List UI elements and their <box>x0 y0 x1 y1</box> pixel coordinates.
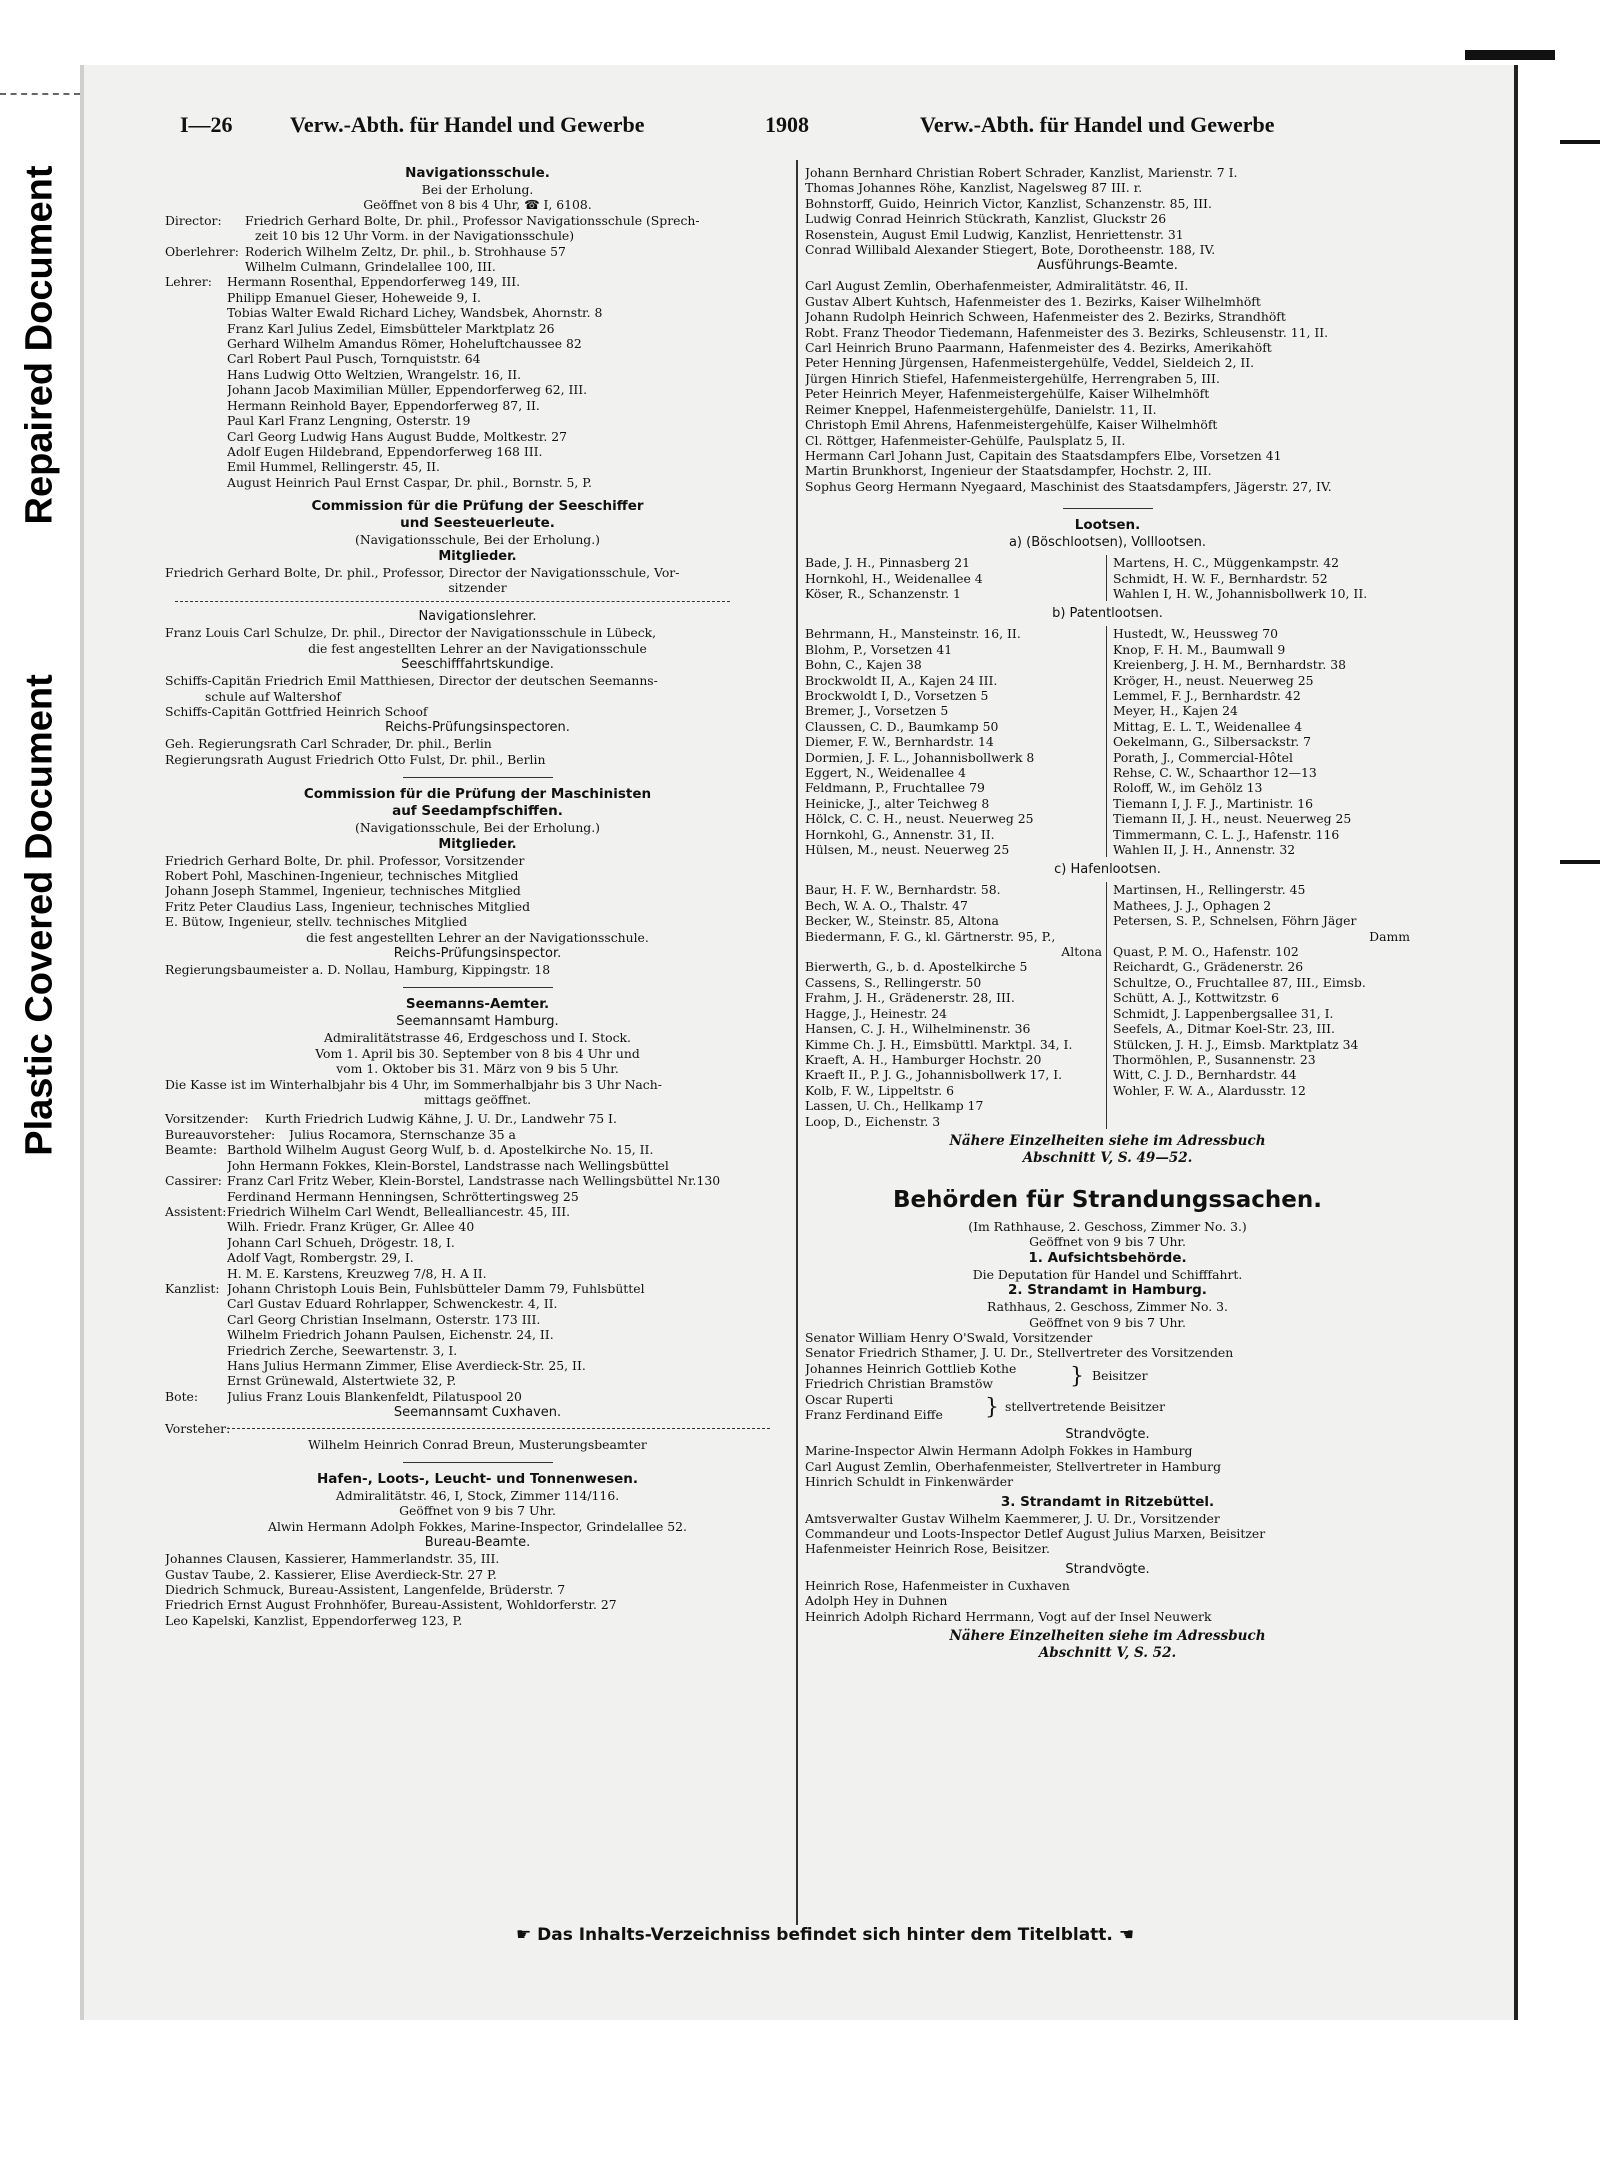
pilot-table-b <box>805 626 1410 857</box>
entry: Baur, H. F. W., Bernhardstr. 58. <box>805 882 1001 898</box>
entry: Gustav Albert Kuhtsch, Hafenmeister des 1. Bezirks, Kaiser Wilhelmhöft <box>805 293 1261 309</box>
entry: sitzender <box>448 579 507 595</box>
entry: Friedrich Ernst August Frohnhöfer, Bureau-Assistent, Wohldorferstr. 27 <box>165 1597 617 1613</box>
reference-note: Nähere Einzelheiten siehe im Adressbuch <box>949 1132 1266 1149</box>
entry: Kolb, F. W., Lippeltstr. 6 <box>805 1082 955 1098</box>
entry: Petersen, S. P., Schnelsen, Föhrn Jäger <box>1113 913 1357 929</box>
entry: Franz Ferdinand Eiffe <box>805 1407 943 1422</box>
entry: Johannes Heinrich Gottlieb Kothe <box>805 1360 1017 1376</box>
hours: Geöffnet von 9 bis 7 Uhr. <box>1029 1234 1186 1250</box>
entry: Claussen, C. D., Baumkamp 50 <box>805 718 999 734</box>
entry: Peter Heinrich Meyer, Hafenmeistergehülfe, Kaiser Wilhelmhöft <box>805 386 1210 402</box>
entry: Ernst Grünewald, Alstertwiete 32, P. <box>227 1373 457 1389</box>
entry: Bohnstorff, Guido, Heinrich Victor, Kanzlist, Schanzenstr. 85, III. <box>805 195 1212 211</box>
entry: Carl Robert Paul Pusch, Tornquiststr. 64 <box>227 351 481 367</box>
reference-note: Nähere Einzelheiten siehe im Adressbuch <box>949 1628 1266 1645</box>
entry: Robt. Franz Theodor Tiedemann, Hafenmeister des 3. Bezirks, Schleusenstr. 11, II. <box>805 324 1329 340</box>
label: Assistent: <box>165 1203 227 1219</box>
reference-note: Abschnitt V, S. 52. <box>1038 1645 1177 1662</box>
entry: E. Bütow, Ingenieur, stellv. technisches Mitglied <box>165 914 468 930</box>
entry: schule auf Waltershof <box>205 688 342 704</box>
entry: Senator William Henry O'Swald, Vorsitzender <box>805 1329 1093 1345</box>
entry: Meyer, H., Kajen 24 <box>1113 703 1238 719</box>
section-title: und Seesteuerleute. <box>400 515 555 532</box>
section-title: Navigationsschule. <box>405 165 550 181</box>
brace-icon: } <box>985 1394 999 1420</box>
right-title: Verw.-Abth. für Handel und Gewerbe <box>920 112 1275 137</box>
entry: Bech, W. A. O., Thalstr. 47 <box>805 897 968 913</box>
entry: Schultze, O., Fruchtallee 87, III., Eimsb. <box>1113 974 1366 990</box>
entry: Gerhard Wilhelm Amandus Römer, Hoheluftchaussee 82 <box>227 336 582 352</box>
entry: Rosenstein, August Emil Ludwig, Kanzlist, Henriettenstr. 31 <box>805 226 1184 242</box>
entry: Hafenmeister Heinrich Rose, Beisitzer. <box>805 1541 1050 1557</box>
entry: Conrad Willibald Alexander Stiegert, Bote, Dorotheenstr. 188, IV. <box>805 242 1216 258</box>
label: Vorsitzender: <box>165 1111 249 1127</box>
entry: Loop, D., Eichenstr. 3 <box>805 1113 941 1129</box>
entry: Reichardt, G., Grädenerstr. 26 <box>1113 959 1304 975</box>
section-title: Hafen-, Loots-, Leucht- und Tonnenwesen. <box>316 1471 639 1487</box>
entry: Friedrich Gerhard Bolte, Dr. phil. Professor, Vorsitzender <box>165 852 525 868</box>
entry: Regierungsrath August Friedrich Otto Fulst, Dr. phil., Berlin <box>165 751 546 767</box>
pointing-hand-right-icon: ☛ <box>515 1925 532 1945</box>
entry: August Heinrich Paul Ernst Caspar, Dr. phil., Bornstr. 5, P. <box>227 474 592 490</box>
entry: Franz Louis Carl Schulze, Dr. phil., Director der Navigationsschule in Lübeck, <box>165 625 657 641</box>
entry: Kraeft, A. H., Hamburger Hochstr. 20 <box>805 1051 1042 1067</box>
location: (Navigationsschule, Bei der Erholung.) <box>354 820 601 836</box>
entry: Die Kasse ist im Winterhalbjahr bis 4 Uhr, im Sommerhalbjahr bis 3 Uhr Nach- <box>165 1076 662 1092</box>
entry: Stülcken, J. H. J., Eimsb. Marktplatz 34 <box>1113 1036 1359 1052</box>
entry: Tobias Walter Ewald Richard Lichey, Wandsbek, Ahornstr. 8 <box>227 305 603 321</box>
entry: Gustav Taube, 2. Kassierer, Elise Averdieck-Str. 27 P. <box>165 1566 497 1582</box>
entry: H. M. E. Karstens, Kreuzweg 7/8, H. A II. <box>227 1265 487 1281</box>
entry: Eggert, N., Weidenallee 4 <box>805 765 966 780</box>
entry: Johann Rudolph Heinrich Schween, Hafenmeister des 2. Bezirks, Strandhöft <box>805 309 1286 325</box>
subheading: b) Patentlootsen. <box>1052 606 1163 622</box>
section-title: Commission für die Prüfung der Seeschiffer <box>311 498 644 515</box>
scan-mark <box>1560 860 1600 864</box>
entry: Damm <box>1369 928 1410 944</box>
entry: Tiemann I, J. F. J., Martinistr. 16 <box>1113 795 1314 811</box>
entry: stellvertretende Beisitzer <box>1005 1399 1166 1415</box>
entry: Hülsen, M., neust. Neuerweg 25 <box>805 842 1010 858</box>
subheading: Reichs-Prüfungsinspectoren. <box>385 720 570 736</box>
entry: Behrmann, H., Mansteinstr. 16, II. <box>805 626 1021 642</box>
entry: Martens, H. C., Müggenkampstr. 42 <box>1113 555 1340 571</box>
entry: Martin Brunkhorst, Ingenieur der Staatsdampfer, Hochstr. 2, III. <box>805 463 1212 479</box>
scan-mark <box>1465 50 1555 60</box>
entry: Beisitzer <box>1092 1368 1148 1384</box>
column-divider <box>796 160 798 1925</box>
entry: Johann Carl Schueh, Drögestr. 18, I. <box>227 1234 455 1250</box>
entry: Bohn, C., Kajen 38 <box>805 657 922 673</box>
subheading: Bureau-Beamte. <box>424 1535 531 1551</box>
entry: Oekelmann, G., Silbersackstr. 7 <box>1113 734 1311 750</box>
label: Kanzlist: <box>165 1280 220 1296</box>
entry: Kröger, H., neust. Neuerweg 25 <box>1113 672 1314 688</box>
entry: Hölck, C. C. H., neust. Neuerweg 25 <box>805 811 1034 827</box>
entry: Kurth Friedrich Ludwig Kähne, J. U. Dr., Landwehr 75 I. <box>265 1111 617 1127</box>
hours: Vom 1. April bis 30. September von 8 bis 4 Uhr und <box>315 1045 640 1061</box>
subheading: c) Hafenlootsen. <box>1054 862 1161 878</box>
location: Rathhaus, 2. Geschoss, Zimmer No. 3. <box>987 1299 1228 1315</box>
page-ref: I—26 <box>180 112 233 137</box>
hours: Geöffnet von 8 bis 4 Uhr, ☎ I, 6108. <box>363 197 592 213</box>
label: Lehrer: <box>165 274 212 290</box>
entry: Hans Julius Hermann Zimmer, Elise Averdieck-Str. 25, II. <box>227 1357 586 1373</box>
entry: Hinrich Schuldt in Finkenwärder <box>805 1474 1014 1490</box>
dashed-marker <box>0 93 80 95</box>
entry: Commandeur und Loots-Inspector Detlef August Julius Marxen, Beisitzer <box>805 1526 1266 1542</box>
entry: Cassens, S., Rellingerstr. 50 <box>805 974 982 990</box>
entry: Witt, C. J. D., Bernhardstr. 44 <box>1113 1067 1297 1083</box>
entry: Schmidt, J. Lappenbergsallee 31, I. <box>1113 1005 1334 1021</box>
entry: Heinrich Rose, Hafenmeister in Cuxhaven <box>805 1577 1070 1593</box>
section-rule <box>403 1462 553 1463</box>
entry: Thormöhlen, P., Susannenstr. 23 <box>1113 1051 1316 1067</box>
entry: Alwin Hermann Adolph Fokkes, Marine-Inspector, Grindelallee 52. <box>268 1518 687 1534</box>
right-column <box>805 165 1410 1662</box>
entry: Diedrich Schmuck, Bureau-Assistent, Langenfelde, Brüderstr. 7 <box>165 1582 566 1598</box>
director-row <box>165 213 790 244</box>
entry: Philipp Emanuel Gieser, Hoheweide 9, I. <box>227 289 481 305</box>
entry: John Hermann Fokkes, Klein-Borstel, Landstrasse nach Wellingsbüttel <box>227 1157 669 1173</box>
entry: Brockwoldt I, D., Vorsetzen 5 <box>805 687 989 703</box>
label: Director: <box>165 212 222 228</box>
entry: Carl Heinrich Bruno Paarmann, Hafenmeister des 4. Bezirks, Amerikahöft <box>805 340 1272 356</box>
entry: Leo Kapelski, Kanzlist, Eppendorferweg 123, P. <box>165 1612 463 1628</box>
section-title: 3. Strandamt in Ritzebüttel. <box>1000 1493 1215 1510</box>
entry: Cl. Röttger, Hafenmeister-Gehülfe, Paulsplatz 5, II. <box>805 432 1126 448</box>
hours: Geöffnet von 9 bis 7 Uhr. <box>399 1503 556 1519</box>
entry: Tiemann II, J. H., neust. Neuerweg 25 <box>1113 811 1352 827</box>
entry: Hustedt, W., Heussweg 70 <box>1113 626 1279 642</box>
entry: Ferdinand Hermann Henningsen, Schröttertingsweg 25 <box>227 1188 579 1204</box>
entry: zeit 10 bis 12 Uhr Vorm. in der Navigationsschule) <box>255 228 575 244</box>
entry: Friedrich Wilhelm Carl Wendt, Bellealliancestr. 45, III. <box>227 1203 571 1219</box>
entry: Hagge, J., Heinestr. 24 <box>805 1005 948 1021</box>
entry: Becker, W., Steinstr. 85, Altona <box>805 913 999 929</box>
subheading: a) (Böschlootsen), Volllootsen. <box>1008 535 1207 551</box>
hours: Geöffnet von 9 bis 7 Uhr. <box>1029 1314 1186 1330</box>
strandung-title: Behörden für Strandungssachen. <box>893 1186 1322 1213</box>
entry: die fest angestellten Lehrer an der Navigationsschule <box>308 640 647 656</box>
label: Bote: <box>165 1388 199 1404</box>
section-title: Lootsen. <box>1074 517 1141 534</box>
entry: Johannes Clausen, Kassierer, Hammerlandstr. 35, III. <box>165 1551 500 1567</box>
entry: Robert Pohl, Maschinen-Ingenieur, technisches Mitglied <box>165 868 519 883</box>
footer-text: Das Inhalts-Verzeichniss befindet sich hinter dem Titelblatt. <box>537 1925 1113 1945</box>
entry: Seefels, A., Ditmar Koel-Str. 23, III. <box>1113 1021 1335 1037</box>
entry: Heinrich Adolph Richard Herrmann, Vogt auf der Insel Neuwerk <box>805 1608 1212 1624</box>
section-title: Commission für die Prüfung der Maschinisten <box>303 786 652 803</box>
location: Bei der Erholung. <box>421 182 534 197</box>
entry: Barthold Wilhelm August Georg Wulf, b. d. Apostelkirche No. 15, II. <box>227 1142 654 1158</box>
entry: Adolf Eugen Hildebrand, Eppendorferweg 168 III. <box>227 443 543 459</box>
entry: Adolph Hey in Duhnen <box>805 1593 948 1609</box>
subheading: Navigationslehrer. <box>418 609 537 625</box>
entry: Geh. Regierungsrath Carl Schrader, Dr. phil., Berlin <box>165 736 492 752</box>
entry: Martinsen, H., Rellingerstr. 45 <box>1113 882 1306 898</box>
subheading: Seemannsamt Cuxhaven. <box>393 1405 562 1421</box>
entry: Sophus Georg Hermann Nyegaard, Maschinist des Staatsdampfers, Jägerstr. 27, IV. <box>805 478 1332 494</box>
entry: Mathees, J. J., Ophagen 2 <box>1113 897 1272 913</box>
entry: Johann Joseph Stammel, Ingenieur, technisches Mitglied <box>165 883 521 899</box>
label: Beamte: <box>165 1142 218 1158</box>
dashed-rule <box>175 601 730 602</box>
entry: Amtsverwalter Gustav Wilhelm Kaemmerer, J. U. Dr., Vorsitzender <box>805 1510 1220 1526</box>
year: 1908 <box>765 112 809 137</box>
entry: Franz Karl Julius Zedel, Eimsbütteler Marktplatz 26 <box>227 320 555 336</box>
reference-note: Abschnitt V, S. 49—52. <box>1022 1149 1193 1166</box>
subheading: Reichs-Prüfungsinspector. <box>393 946 562 962</box>
entry: Schütt, A. J., Kottwitzstr. 6 <box>1113 990 1279 1006</box>
location: (Im Rathhause, 2. Geschoss, Zimmer No. 3.) <box>968 1218 1247 1234</box>
entry: Blohm, P., Vorsetzen 41 <box>805 641 953 657</box>
label: Bureauvorsteher: <box>165 1126 276 1142</box>
entry: Julius Rocamora, Sternschanze 35 a <box>289 1126 516 1142</box>
entry: Carl August Zemlin, Oberhafenmeister, Stellvertreter in Hamburg <box>805 1458 1222 1474</box>
footer-note <box>395 1925 1255 1945</box>
entry: Hornkohl, G., Annenstr. 31, II. <box>805 826 995 842</box>
entry: Roloff, W., im Gehölz 13 <box>1113 780 1263 796</box>
entry: Johann Jacob Maximilian Müller, Eppendorferweg 62, III. <box>227 382 588 398</box>
entry: Hermann Reinhold Bayer, Eppendorferweg 87, II. <box>227 397 540 413</box>
repaired-label: Repaired Document <box>18 165 61 525</box>
entry: Porath, J., Commercial-Hôtel <box>1113 749 1293 765</box>
lehrer-row <box>165 274 790 490</box>
entry: Mittag, E. L. T., Weidenallee 4 <box>1113 718 1303 734</box>
entry: Schmidt, H. W. F., Bernhardstr. 52 <box>1113 570 1328 586</box>
subheading: Strandvögte. <box>1065 1561 1150 1577</box>
page-edge <box>1514 65 1518 2020</box>
entry: Heinicke, J., alter Teichweg 8 <box>805 795 990 811</box>
section-title: 1. Aufsichtsbehörde. <box>1028 1249 1187 1266</box>
entry: Köser, R., Schanzenstr. 1 <box>805 585 961 601</box>
entry: Friedrich Zerche, Seewartenstr. 3, I. <box>227 1342 458 1358</box>
entry: die fest angestellten Lehrer an der Navigationsschule. <box>306 929 649 945</box>
entry: Johann Bernhard Christian Robert Schrader, Kanzlist, Marienstr. 7 I. <box>805 165 1238 180</box>
entry: Hermann Carl Johann Just, Capitain des Staatsdampfers Elbe, Vorsetzen 41 <box>805 447 1282 463</box>
entry: Wohler, F. W. A., Alardusstr. 12 <box>1113 1082 1306 1098</box>
entry: Dormien, J. F. L., Johannisbollwerk 8 <box>805 749 1035 765</box>
entry: Schiffs-Capitän Friedrich Emil Matthiesen, Director der deutschen Seemanns- <box>165 673 658 689</box>
entry: Wilhelm Heinrich Conrad Breun, Musterungsbeamter <box>308 1436 647 1452</box>
entry: Franz Carl Fritz Weber, Klein-Borstel, Landstrasse nach Wellingsbüttel Nr.130 <box>227 1173 721 1189</box>
entry: Christoph Emil Ahrens, Hafenmeistergehülfe, Kaiser Wilhelmhöft <box>805 417 1218 433</box>
entry: Biedermann, F. G., kl. Gärtnerstr. 95, P., <box>805 928 1056 944</box>
entry: Timmermann, C. L. J., Hafenstr. 116 <box>1113 826 1340 842</box>
entry: Die Deputation für Handel und Schifffahrt. <box>972 1266 1243 1282</box>
brace-icon: } <box>1070 1363 1084 1389</box>
entry: Ludwig Conrad Heinrich Stückrath, Kanzlist, Gluckstr 26 <box>805 211 1167 227</box>
entry: Diemer, F. W., Bernhardstr. 14 <box>805 734 994 750</box>
subheading: Seemannsamt Hamburg. <box>396 1014 559 1030</box>
entry: Wahlen I, H. W., Johannisbollwerk 10, II. <box>1113 585 1368 601</box>
entry: Friedrich Christian Bramstöw <box>805 1376 994 1392</box>
entry: Bade, J. H., Pinnasberg 21 <box>805 555 970 571</box>
subheading: Ausführungs-Beamte. <box>1037 258 1178 274</box>
label: Oberlehrer: <box>165 243 239 259</box>
entry: Hornkohl, H., Weidenallee 4 <box>805 570 983 586</box>
entry: Lemmel, F. J., Bernhardstr. 42 <box>1113 687 1301 703</box>
entry: Friedrich Gerhard Bolte, Dr. phil., Professor, Director der Navigationsschule, Vor- <box>165 564 680 580</box>
plastic-covered-label: Plastic Covered Document <box>18 674 61 1156</box>
beisitzer-group <box>805 1361 1410 1392</box>
address: Admiralitätstrasse 46, Erdgeschoss und I. Stock. <box>324 1030 631 1046</box>
subheading: Seeschifffahrtskundige. <box>401 657 554 673</box>
scan-mark <box>1560 140 1600 144</box>
section-rule <box>403 987 553 988</box>
address: Admiralitätstr. 46, I, Stock, Zimmer 114/116. <box>335 1488 620 1503</box>
entry: Carl Georg Ludwig Hans August Budde, Moltkestr. 27 <box>227 428 567 444</box>
entry: Marine-Inspector Alwin Hermann Adolph Fokkes in Hamburg <box>805 1443 1193 1459</box>
entry: Senator Friedrich Sthamer, J. U. Dr., Stellvertreter des Vorsitzenden <box>805 1345 1234 1361</box>
entry: Schiffs-Capitän Gottfried Heinrich Schoof <box>165 703 428 719</box>
pilot-table-c <box>805 882 1410 1129</box>
entry: Feldmann, P., Fruchtallee 79 <box>805 780 985 796</box>
entry: Thomas Johannes Röhe, Kanzlist, Nagelsweg 87 III. r. <box>805 180 1143 196</box>
entry: Quast, P. M. O., Hafenstr. 102 <box>1113 944 1299 960</box>
section-title: 2. Strandamt in Hamburg. <box>1008 1282 1207 1299</box>
pointing-hand-left-icon: ☚ <box>1118 1925 1135 1945</box>
entry: Kraeft II., P. J. G., Johannisbollwerk 17, I. <box>805 1067 1063 1083</box>
entry: Regierungsbaumeister a. D. Nollau, Hamburg, Kippingstr. 18 <box>165 962 551 978</box>
hours: vom 1. Oktober bis 31. März von 9 bis 5 Uhr. <box>336 1061 619 1077</box>
entry: Bierwerth, G., b. d. Apostelkirche 5 <box>805 959 1028 975</box>
entry: Paul Karl Franz Lengning, Osterstr. 19 <box>227 413 471 429</box>
entry: Johann Christoph Louis Bein, Fuhlsbütteler Damm 79, Fuhlsbüttel <box>227 1280 645 1296</box>
entry: Bremer, J., Vorsetzen 5 <box>805 703 949 719</box>
left-title: Verw.-Abth. für Handel und Gewerbe <box>290 112 645 137</box>
entry: Kreienberg, J. H. M., Bernhardstr. 38 <box>1113 657 1346 673</box>
entry: Wilh. Friedr. Franz Krüger, Gr. Allee 40 <box>227 1219 475 1235</box>
entry: Oscar Ruperti <box>805 1391 894 1407</box>
entry: Emil Hummel, Rellingerstr. 45, II. <box>227 459 440 475</box>
oberlehrer-row <box>165 244 790 275</box>
subheading: Strandvögte. <box>1065 1427 1150 1443</box>
entry: Hans Ludwig Otto Weltzien, Wrangelstr. 16, II. <box>227 366 522 382</box>
entry: Wilhelm Culmann, Grindelallee 100, III. <box>245 259 496 275</box>
pilot-table-a <box>805 555 1410 601</box>
entry: Jürgen Hinrich Stiefel, Hafenmeistergehülfe, Herrengraben 5, III. <box>805 370 1220 386</box>
entry: mittags geöffnet. <box>423 1092 532 1108</box>
entry: Wilhelm Friedrich Johann Paulsen, Eichenstr. 24, II. <box>227 1327 554 1343</box>
subheading: Mitglieder. <box>438 548 517 564</box>
location: (Navigationsschule, Bei der Erholung.) <box>354 532 601 548</box>
running-head <box>180 112 1330 142</box>
entry: Julius Franz Louis Blankenfeldt, Pilatuspool 20 <box>227 1388 522 1404</box>
entry: Frahm, J. H., Grädenerstr. 28, III. <box>805 990 1015 1006</box>
section-title: Seemanns-Aemter. <box>405 996 550 1013</box>
stellv-group <box>805 1392 1410 1423</box>
entry: Reimer Kneppel, Hafenmeistergehülfe, Danielstr. 11, II. <box>805 401 1157 417</box>
entry: Carl Gustav Eduard Rohrlapper, Schwenckestr. 4, II. <box>227 1296 558 1312</box>
entry: Adolf Vagt, Rombergstr. 29, I. <box>227 1250 414 1266</box>
entry: Knop, F. H. M., Baumwall 9 <box>1113 641 1286 657</box>
entry: Hermann Rosenthal, Eppendorferweg 149, III. <box>227 274 521 290</box>
entry: Kimme Ch. J. H., Eimsbüttl. Marktpl. 34, I. <box>805 1036 1073 1052</box>
entry: Roderich Wilhelm Zeltz, Dr. phil., b. Strohhause 57 <box>245 243 566 259</box>
entry: Carl August Zemlin, Oberhafenmeister, Admiralitätstr. 46, II. <box>805 278 1189 294</box>
entry: Rehse, C. W., Schaarthor 12—13 <box>1113 765 1317 780</box>
section-rule <box>1063 508 1153 509</box>
label: Vorsteher: <box>165 1421 231 1437</box>
label: Cassirer: <box>165 1173 222 1189</box>
left-column <box>165 165 790 1628</box>
entry: Altona <box>1061 944 1102 960</box>
entry: Brockwoldt II, A., Kajen 24 III. <box>805 672 998 688</box>
entry: Wahlen II, J. H., Annenstr. 32 <box>1113 842 1296 858</box>
entry: Fritz Peter Claudius Lass, Ingenieur, technisches Mitglied <box>165 898 531 914</box>
section-rule <box>403 777 553 778</box>
dashed-rule <box>227 1428 770 1429</box>
entry: Peter Henning Jürgensen, Hafenmeistergehülfe, Veddel, Sieldeich 2, II. <box>805 355 1255 371</box>
entry: Hansen, C. J. H., Wilhelminenstr. 36 <box>805 1021 1031 1037</box>
entry: Lassen, U. Ch., Hellkamp 17 <box>805 1098 984 1114</box>
entry: Friedrich Gerhard Bolte, Dr. phil., Professor Navigationsschule (Sprech- <box>245 212 700 228</box>
subheading: Mitglieder. <box>438 836 517 852</box>
entry: Carl Georg Christian Inselmann, Osterstr. 173 III. <box>227 1311 541 1327</box>
sidebar <box>0 0 80 2177</box>
section-title: auf Seedampfschiffen. <box>392 803 563 820</box>
